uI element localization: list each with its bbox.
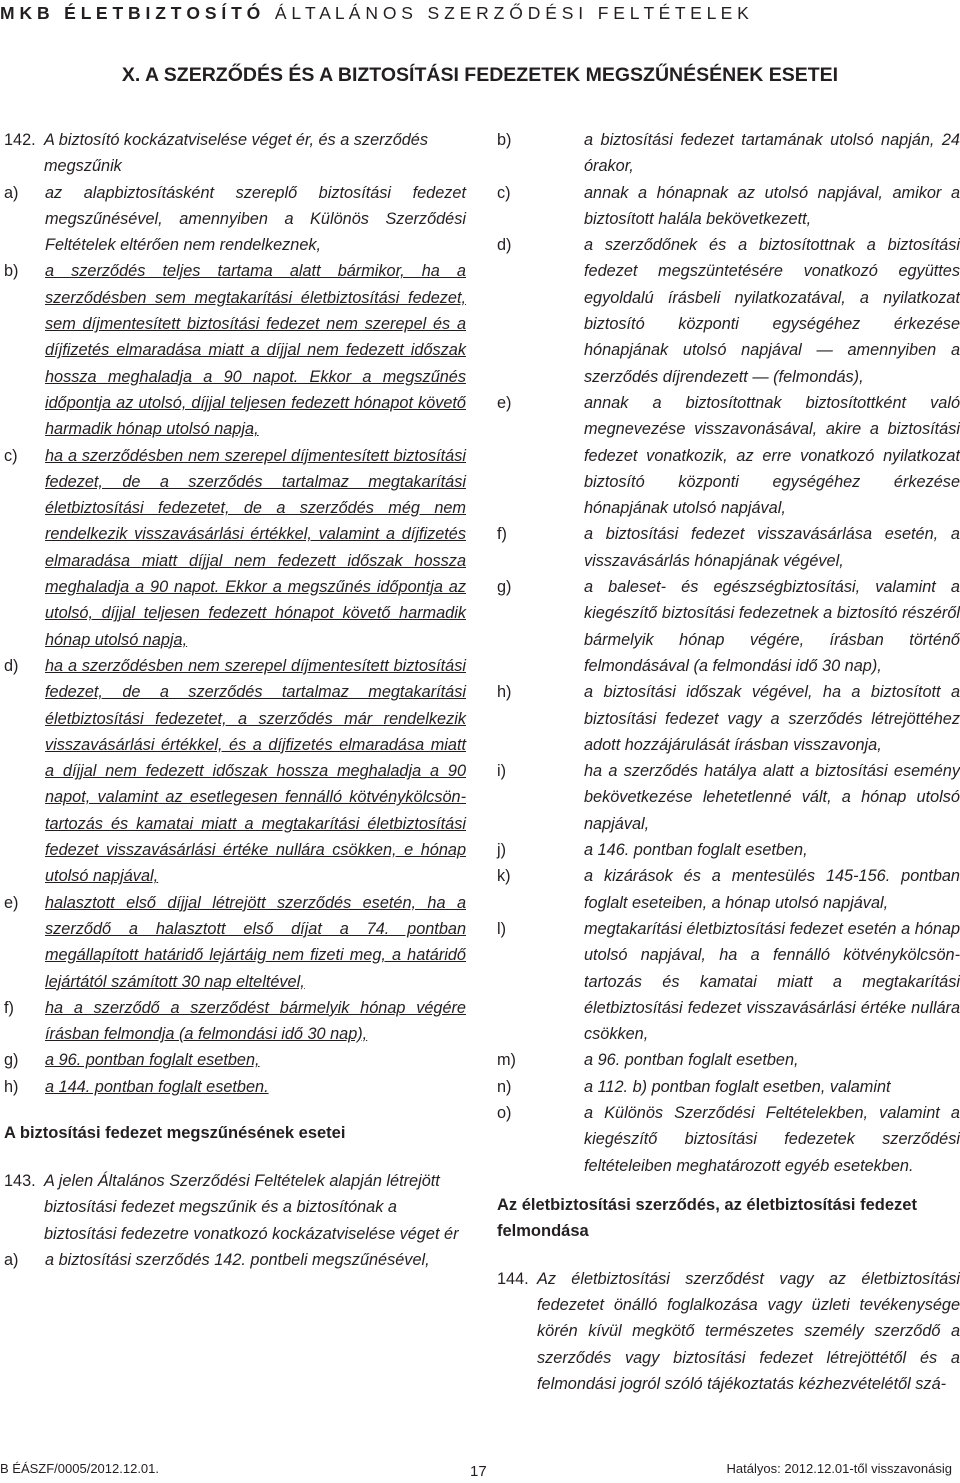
item-text: az alapbiztosításként szereplő biztosítási fedezet megszűnésével, amennyiben a Különös Szerződési Feltételek eltérően nem rendelkeznek, — [45, 183, 466, 255]
section-title: X. A SZERZŐDÉS ÉS A BIZTOSÍTÁSI FEDEZETEK MEGSZŰNÉSÉNEK ESETEI — [121, 64, 839, 86]
item-text: halasztott első díjjal létrejött szerződés esetén, ha a szerződő a halasztott első díjat a 74. pontban megállapított határidő lejártáig nem fizeti meg, a határidő lejártától számított 30 nap elteltével, — [45, 893, 466, 991]
list-item — [497, 1100, 960, 1179]
paragraph-number: 142. — [4, 131, 36, 149]
item-label: l) — [497, 919, 507, 938]
item-label: d) — [497, 236, 512, 255]
item-label: n) — [497, 1077, 512, 1096]
item-text: a szerződés teljes tartama alatt bármikor, ha a szerződésben sem megtakarítási életbiztosítási fedezet, sem díjmentesített biztosítási fedezet nem szerepel és a díjfizetés elmaradása miatt a díjjal nem fedezett időszak hossza meghaladja a 90 napot. Ekkor a megszűnés időpontja az utolsó, díjjal teljesen fedezett hónapot követő harmadik hónap utolsó napja, — [45, 262, 466, 439]
item-label: a) — [4, 1250, 19, 1269]
item-text: annak a biztosítottnak biztosítottként való megnevezése visszavonásával, akire a biztosítási fedezet vonatkozik, az erre vonatkozó nyilatkozat biztosító központi egységéhez érkezése hónapjának utolsó napjával, — [584, 393, 960, 518]
item-text: a biztosítási fedezet tartamának utolsó napján, 24 órakor, — [584, 131, 960, 176]
item-label: h) — [497, 683, 512, 702]
list-item — [497, 232, 960, 390]
paragraph-143 — [4, 1168, 466, 1247]
list-item — [4, 258, 466, 442]
page-number: 17 — [470, 1463, 487, 1480]
item-label: e) — [4, 893, 19, 912]
list-item — [497, 127, 960, 180]
list-item — [497, 916, 960, 1047]
item-label: e) — [497, 393, 512, 412]
item-text: a kizárások és a mentesülés 145-156. pontban foglalt eseteiben, a hónap utolsó napjával, — [584, 867, 960, 912]
list-item — [497, 837, 960, 863]
item-label: f) — [497, 525, 507, 544]
item-label: g) — [497, 578, 512, 597]
item-label: c) — [4, 446, 18, 465]
list-item — [497, 521, 960, 574]
item-label: j) — [497, 841, 507, 860]
item-label: k) — [497, 867, 511, 886]
item-text: a 96. pontban foglalt esetben, — [584, 1051, 799, 1070]
item-text: ha a szerződésben nem szerepel díjmentesített biztosítási fedezet, de a szerződés tartalmaz megtakarítási életbiztosítási fedezetet, de a szerződés még nem rendelkezik visszavásárlási értékkel, valamint a díjfizetés elmaradása miatt díjjal nem fedezett időszak hossza meghaladja a 90 napot. Ekkor a megszűnés időpontja az utolsó, díjjal teljesen fedezett hónapot követő harmadik hónap utolsó napja, — [45, 446, 466, 649]
item-text: a biztosítási időszak végével, ha a biztosított a biztosítási fedezet vagy a szerződés létrejöttéhez adott hozzájárulását írásban visszavonja, — [584, 683, 960, 754]
item-text: a Különös Szerződési Feltételekben, valamint a kiegészítő biztosítási fedezetek szerződési feltételeiben meghatározott egyéb esetekben. — [584, 1103, 960, 1175]
list-item — [497, 758, 960, 837]
item-text: ha a szerződésben nem szerepel díjmentesített biztosítási fedezet, de a szerződés tartalmaz megtakarítási életbiztosítási fedezetet, a szerződés már rendelkezik visszavásárlási értékkel, és a díjfizetés elmaradása miatt a díjjal nem fedezett időszak hossza meghaladja a 90 napot, valamint az esetlegesen fennálló kötvénykölcsön-tartozás és kamatai miatt a megtakarítási életbiztosítási fedezet visszavásárlási értéke nullára csökken, e hónap utolsó napjával, — [45, 656, 466, 886]
list-item — [4, 1074, 466, 1100]
page-footer — [0, 1455, 960, 1483]
item-label: f) — [4, 998, 14, 1017]
item-label: b) — [497, 131, 512, 149]
item-label: g) — [4, 1051, 19, 1070]
paragraph-intro: A jelen Általános Szerződési Feltételek alapján létrejött biztosítási fedezet megszűnik és a biztosítónak a biztosítási fedezetre vonatkozó kockázatviselése véget ér — [44, 1171, 459, 1243]
item-label: i) — [497, 762, 507, 781]
item-label: b) — [4, 262, 19, 281]
paragraph-number: 143. — [4, 1171, 36, 1190]
paragraph-text: Az életbiztosítási szerződést vagy az életbiztosítási fedezetet önálló foglalkozása vagy üzleti tevékenysége körén kívül megkötő természetes személy szerződő a szerződés vagy biztosítási fedezet létrejöttétől és a felmondási jogról szóló tájékoztatás kézhezvételétől szá- — [537, 1269, 960, 1394]
item-label: o) — [497, 1103, 512, 1122]
item-text: a biztosítási szerződés 142. pontbeli megszűnésével, — [45, 1250, 430, 1269]
item-label: h) — [4, 1077, 19, 1096]
paragraph-number: 144. — [497, 1269, 529, 1288]
list-item — [4, 653, 466, 890]
list-item — [4, 443, 466, 653]
list-item — [4, 995, 466, 1048]
item-text: a baleset- és egészségbiztosítási, valamint a kiegészítő biztosítási fedezetnek a biztosító részéről bármelyik hónap végére, írásban történő felmondásával (a felmondási idő 30 nap), — [584, 578, 960, 675]
left-column — [4, 127, 466, 1273]
item-text: annak a hónapnak az utolsó napjával, amikor a biztosított halála bekövetkezett, — [584, 183, 960, 228]
subheading: Az életbiztosítási szerződés, az életbiztosítási fedezet felmondása — [497, 1195, 917, 1240]
list-item — [4, 1247, 466, 1273]
subheading: A biztosítási fedezet megszűnésének esetei — [4, 1123, 346, 1142]
item-text: a 144. pontban foglalt esetben. — [45, 1077, 269, 1096]
list-item — [497, 863, 960, 916]
list-item — [4, 180, 466, 259]
item-text: ha a szerződő a szerződést bármelyik hónap végére írásban felmondja (a felmondási idő 30 nap), — [45, 998, 466, 1044]
list-item — [497, 1047, 960, 1073]
list-item — [497, 390, 960, 521]
list-item — [497, 180, 960, 233]
header-doc-type: Á L T A L Á N O S S Z E R Z Ő D É S I F E L T É T E L E K — [274, 3, 749, 23]
document-code: B ÉÁSZF/0005/2012.12.01. — [0, 1461, 159, 1476]
item-text: a 96. pontban foglalt esetben, — [45, 1051, 260, 1070]
item-label: a) — [4, 183, 19, 202]
item-label: c) — [497, 183, 511, 202]
item-text: megtakarítási életbiztosítási fedezet esetén a hónap utolsó napjával, ha a fennálló kötvénykölcsön- tartozás és kamatai miatt a megtakarítási életbiztosítási fedezet visszavásárlási értéke nullára csökken, — [584, 919, 960, 1044]
list-item — [497, 1074, 960, 1100]
item-text: a 112. b) pontban foglalt esetben, valamint — [584, 1077, 891, 1096]
page-header — [0, 0, 960, 34]
item-text: a szerződőnek és a biztosítottnak a biztosítási fedezet megszüntetésére vonatkozó együttes egyoldalú írásbeli nyilatkozatával, a nyilatkozat biztosító központi egységéhez érkezése hónapjának utolsó napjával ― amennyiben a szerződés díjrendezett ― (felmondás), — [584, 236, 960, 386]
list-item — [497, 574, 960, 679]
item-text: a 146. pontban foglalt esetben, — [584, 841, 808, 860]
item-label: d) — [4, 656, 19, 675]
effective-date: Hatályos: 2012.12.01-től visszavonásig — [726, 1461, 952, 1476]
item-label: m) — [497, 1051, 516, 1070]
list-item — [4, 890, 466, 995]
paragraph-142 — [4, 127, 466, 180]
item-text: ha a szerződés hatálya alatt a biztosítási esemény bekövetkezése lehetetlenné vált, a hónap utolsó napjával, — [584, 762, 960, 833]
paragraph-intro: A biztosító kockázatviselése véget ér, és a szerződés megszűnik — [44, 131, 429, 176]
item-text: a biztosítási fedezet visszavásárlása esetén, a visszavásárlás hónapjának végével, — [584, 525, 960, 570]
list-item — [497, 679, 960, 758]
paragraph-144 — [497, 1266, 960, 1397]
header-company: M K B É L E T B I Z T O S Í T Ó — [0, 3, 261, 23]
list-item — [4, 1047, 466, 1073]
right-column — [497, 127, 960, 1397]
